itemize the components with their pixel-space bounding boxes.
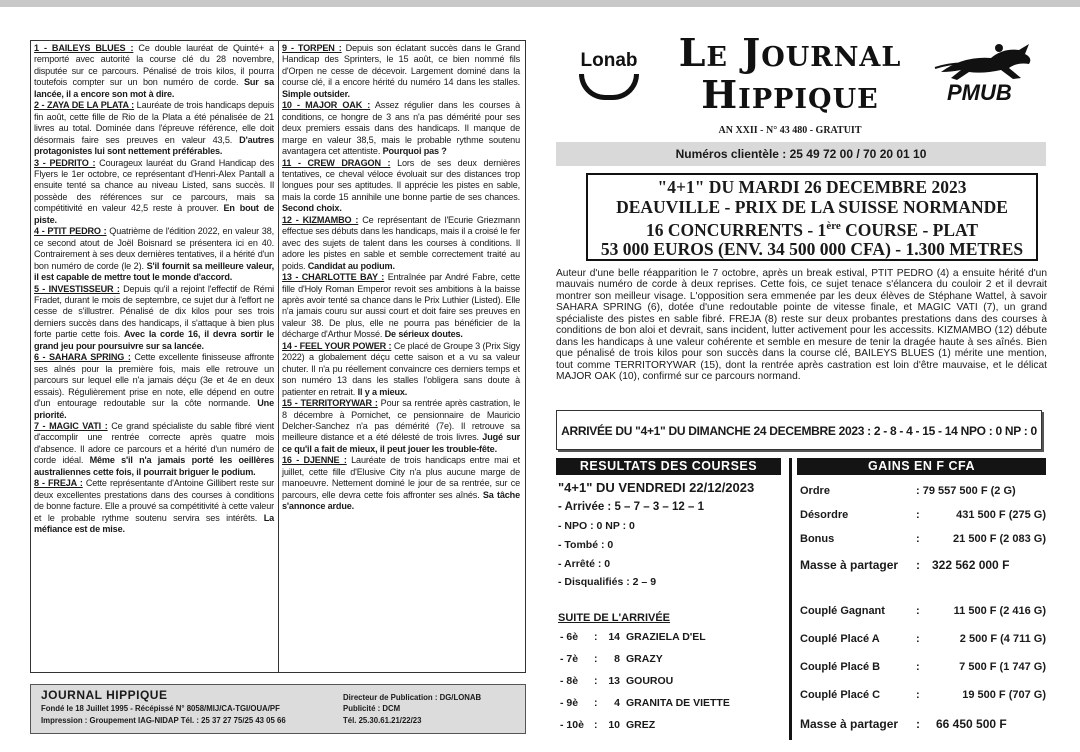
horse-commentary [34,100,274,157]
gain-colon: : [916,509,920,521]
gain-row-couple-place-a [800,633,1046,648]
gains-header: GAINS EN F CFA [797,458,1046,475]
horse-commentary [282,43,520,100]
horse-verdict: D'autres protagonistes lui sont nettement préférables. [34,134,274,157]
horse-comment: Cette excellente finisseuse affronte ses aînés pour la première fois, mais elle retrouve un parcours sur lequel elle n'a jamais déçu (3e et 4e en deux essais). Régulièrement prise en note, elle dépend en outre d'un entourage redoutable sur la côte normande. [34,352,274,409]
gain-value: 7 500 F (1 747 G) [959,661,1046,673]
results-arrival: - Arrivée : 5 – 7 – 3 – 12 – 1 [558,501,704,513]
suite-colon: : [594,675,598,687]
gain-value: 66 450 500 F [936,717,1007,731]
results-tombe: - Tombé : 0 [558,539,614,551]
horse-commentary [34,352,274,421]
horse-comment: Depuis qu'il a rejoint l'effectif de Rémi Fradet, durant le mois de septembre, ce sujet dur à l'effort ne cesse de s'illustrer. Pénalisé de dix kilos pour ses trois derniers succès dans des handicaps, il s'attaque à bien plus forte partie cette fois. [34,283,274,340]
publication-footer [30,684,526,734]
top-grey-bar [0,0,1080,7]
previous-arrival-banner: ARRIVÉE DU "4+1" DU DIMANCHE 24 DECEMBRE 2023 : 2 - 8 - 4 - 15 - 14 NPO : 0 NP : 0 [556,410,1042,450]
horse-number-name: 11 - CREW DRAGON : [282,157,391,168]
horse-verdict: Sur sa lancée, il a encore son mot à dire. [34,77,274,99]
suite-number: 8 [614,653,620,665]
gain-row-ordre [800,485,1046,500]
horse-verdict: Même s'il n'a jamais porté les oeillères australiennes cette fois, il pourrait briguer le podium. [34,455,275,477]
horse-number-name: 13 - CHARLOTTE BAY : [282,272,385,283]
horse-verdict: Pourquoi pas ? [382,146,447,157]
pmub-logo-text: PMUB [947,80,1012,105]
suite-place: - 7è [560,653,579,665]
pmub-logo [933,42,1043,112]
horse-comment: Lauréate de trois handicaps depuis fin août, cette fille de Rio de la Plata a été pénalisée de 21 livres au total. Dominée dans l'épreuve référence, elle doit désormais faire ses preuves en valeur 43,5. [34,100,274,145]
race-details-a: 16 CONCURRENTS - 1 [645,219,827,240]
gain-label: Masse à partager [800,558,899,572]
results-gains-divider [789,458,792,740]
gain-row-bonus [800,533,1046,548]
horse-verdict: Simple outsider. [282,88,350,99]
suite-place: - 6è [560,631,579,643]
horse-verdict: Avec la corde 16, il devra sortir le grand jeu pour poursuivre sur sa lancée. [34,329,274,351]
gain-value: 322 562 000 F [932,558,1010,572]
results-header: RESULTATS DES COURSES [556,458,781,475]
gain-colon: : [916,689,920,701]
horse-number-name: 5 - INVESTISSEUR : [34,283,120,294]
suite-colon: : [594,697,598,709]
results-arrete: - Arrêté : 0 [558,558,611,570]
horse-comment: Cette représentante d'Antoine Gillibert reste sur deux excellentes prestations dans des courses à conditions de bonne facture. Elle a prouvé sa compétitivité à cette valeur et le probable rythme soutenu servira ses intérêts. [34,478,274,523]
suite-place: - 9è [560,697,579,709]
footer-founded: Fondé le 18 Juillet 1995 - Récépissé N° 8058/MIJ/CA-TGI/OUA/PF [41,704,280,713]
suite-horse-name: GRAZIELA D'EL [626,631,706,643]
gain-label: Couplé Placé A [800,633,880,645]
horse-number-name: 6 - SAHARA SPRING : [34,352,131,363]
gain-label: Désordre [800,509,849,521]
horse-verdict: La méfiance est de mise. [34,512,274,535]
lonab-logo-arc [579,74,639,100]
suite-number: 14 [608,631,620,643]
horse-commentary [34,226,274,283]
gain-label: Couplé Placé C [800,689,881,701]
suite-horse-name: GOUROU [626,675,674,687]
horse-comment: Entraînée par André Fabre, cette fille d'Holy Roman Emperor revoit ses ambitions à la baisse après avoir tenté sa chance dans le Prix Luthier (Listed). Elle n'a jamais couru sur aussi court et doit faire ses preuves en valeur 38. De plus, elle ne pourra pas bénéficier de la décharge d'Arthur Mossé. [282,272,520,340]
footer-advertising: Publicité : DCM [343,704,401,713]
suite-number: 13 [608,675,620,687]
footer-director: Directeur de Publication : DG/LONAB [343,693,482,702]
horse-number-name: 15 - TERRITORYWAR : [282,398,378,409]
suite-number: 4 [614,697,620,709]
horse-number-name: 12 - KIZMAMBO : [282,214,359,225]
gain-value: 19 500 F (707 G) [962,689,1046,701]
race-date: "4+1" DU MARDI 26 DECEMBRE 2023 [657,177,967,197]
gain-value: 21 500 F (2 083 G) [953,533,1046,545]
horse-number-name: 3 - PEDRITO : [34,157,96,168]
horse-number-name: 8 - FREJA : [34,478,83,489]
horse-verdict: Jugé sur ce qu'il a fait de mieux, il peut jouer les trouble-fête. [282,432,521,454]
commentary-column-2 [282,43,520,513]
horse-verdict: S'il fournit sa meilleure valeur, il est capable de mettre tout le monde d'accord. [34,260,274,283]
gain-colon: : [916,661,920,673]
horse-verdict: De sérieux doutes. [384,329,463,340]
results-npo: - NPO : 0 NP : 0 [558,520,635,532]
gain-value: 431 500 F (275 G) [956,509,1046,521]
lonab-logo-text: Lonab [580,50,638,71]
horse-comment: Ce placé de Groupe 3 (Prix Sigy 2022) a globalement déçu cette saison et a vu sa valeur chuter. Il n'a pu réellement convaincre ces derniers temps et son numéro 13 dans les stalles l'obligera sans doute à patienter en retrait. [282,340,520,397]
gain-label: Couplé Placé B [800,661,881,673]
race-header-box [586,173,1038,261]
gain-label: Masse à partager [800,717,899,731]
horse-number-name: 4 - PTIT PEDRO : [34,226,107,237]
horse-comment: Ce représentant de l'Ecurie Griezmann effectue ses débuts dans les handicaps, mais il a croisé le fer avec des sujets de talent dans les courses à conditions. Il adore les pistes en sable et semble correctement traité au poids. [282,214,520,271]
horse-comment: Lauréate de trois handicaps entre mai et juillet, cette fille d'Elusive City n'a plus aucune marge de manoeuvre. Nettement dominé le jour de sa rentrée, sur ce parcours, elle devra cette fois affronter ses aînés. [282,455,520,500]
horse-number-name: 1 - BAILEYS BLUES : [34,43,134,53]
issue-number: AN XXII - N° 43 480 - GRATUIT [718,125,862,136]
horse-number-name: 10 - MAJOR OAK : [282,100,371,111]
horse-comment: Assez régulier dans les courses à conditions, ce hongre de 3 ans n'a pas démérité pour ses deux premiers essais dans des handicaps. Il manque de marge en valeur 38,5, mais le probable rythme soutenu avantagera cet attentiste. [282,100,520,157]
gain-row-couple-gagnant [800,605,1046,620]
gain-colon: : [916,633,920,645]
horse-commentary [34,421,274,478]
suite-colon: : [594,719,598,731]
results-race-title: "4+1" DU VENDREDI 22/12/2023 [558,480,755,495]
horse-commentary-box [30,40,526,673]
horse-commentary [34,284,274,353]
horse-number-name: 16 - DJENNE : [282,455,347,466]
horse-number-name: 2 - ZAYA DE LA PLATA : [34,100,135,111]
footer-printing: Impression : Groupement IAG-NIDAP Tél. : 25 37 27 75/25 43 05 66 [41,716,286,725]
horse-verdict: Sa tâche s'annonce ardue. [282,489,520,512]
horse-number-name: 7 - MAGIC VATI : [34,420,108,431]
suite-horse-name: GRANITA DE VIETTE [626,697,730,709]
horse-commentary [282,398,520,455]
race-venue: DEAUVILLE - PRIX DE LA SUISSE NORMANDE [616,196,1008,217]
footer-phone: Tél. 25.30.61.21/22/23 [343,716,422,725]
results-disqualified: - Disqualifiés : 2 – 9 [558,576,657,588]
horse-verdict: Candidat au podium. [307,260,395,271]
suite-colon: : [594,631,598,643]
journal-title-line-2: Hippique [701,72,879,117]
journal-title [650,32,930,116]
horse-commentary [34,158,274,227]
suite-horse-name: GREZ [626,719,656,731]
suite-place: - 8è [560,675,579,687]
gain-value: 11 500 F (2 416 G) [953,605,1046,617]
horse-comment: Ce double lauréat de Quinté+ a remporté avec autorité la course clé du 28 novembre, disputée sur ce parcours. Pénalisé de trois kilos, il pourra toutefois compter sur un bon numéro de corde. [34,43,274,88]
gain-value: 2 500 F (4 711 G) [959,633,1046,645]
gain-row-desordre [800,509,1046,524]
gain-row-couple-place-b [800,661,1046,676]
race-details [588,217,1036,240]
customer-phone-banner: Numéros clientèle : 25 49 72 00 / 70 20 01 10 [556,142,1046,166]
gain-label: Ordre [800,485,830,497]
jockey-horse-icon [933,42,1043,82]
column-divider [278,41,279,672]
commentary-column-1 [34,43,274,535]
horse-verdict: En bout de piste. [34,203,274,225]
suite-arrivee-title: SUITE DE L'ARRIVÉE [558,612,671,624]
horse-comment: Pour sa rentrée après castration, le 8 décembre à Pornichet, ce pensionnaire de Mauricio Delcher-Sanchez n'a pas démérité (7e). Il retrouve sa meilleure distance et a été délesté de trois livres. [282,398,520,443]
race-summary-text: Auteur d'une belle réapparition le 7 octobre, après un break estival, PTIT PEDRO (4) a ensuite hérité d'un mauvais numéro de corde à deux reprises. Cette fois, ce sujet tenace s'élancera du couloir 2 et il devrait montrer son meilleur visage. L'opposition sera emmenée par les deux élèves de Stéphane Wattel, à savoir SAHARA SPRING (6), dotée d'une redoutable pointe de vitesse finale, et MAGIC VATI (7), un grand spécialiste des pistes en sable fibré. FREJA (8) reste sur deux probantes prestations dans des courses à conditions de bon aloi et devrait, sans incident, lutter activement pour les accessits. KIZMAMBO (12) débute dans les handicaps à une valeur cohérente et semble en mesure de tenir la dragée haute à ses aînés. Bien que pénalisé de trois kilos pour son succès dans la course clé, BAILEYS BLUES (1) mérite une mention, tout comme TERRITORYWAR (15), dont la rentrée après castration est loin d'être mauvaise, et le délicat MAJOR OAK (10), confirmé sur ce parcours normand. [556,268,1047,383]
gain-label: Bonus [800,533,835,545]
race-details-b: COURSE - PLAT [840,219,979,240]
gain-colon: : [916,533,920,545]
lonab-logo [573,42,645,104]
horse-commentary [282,455,520,512]
horse-comment: Courageux lauréat du Grand Handicap des Flyers le 1er octobre, ce représentant d'Henri-Alex Pantall a ensuite tenté sa chance au niveau Listed, sans succès. Il possède des références sur ce parcours, mais sa compétitivité en valeur 42,5 reste à prouver. [34,157,274,214]
gain-label: Couplé Gagnant [800,605,885,617]
horse-comment: Depuis son éclatant succès dans le Grand Handicap des Sprinters, le 15 août, ce bien nommé fils d'Orpen ne cesse de décevoir. Largement dominé dans la course clé, il a encore hérité du numéro 14 dans les stalles. [282,43,521,88]
horse-commentary [282,341,520,398]
horse-comment: Lors de ses deux dernières tentatives, ce cheval véloce évoluait sur des distances trop longues pour ses aptitudes. Il apprécie les pistes en sable, mais la corde 15 annihile une bonne partie de ses chances. [282,157,521,202]
gain-colon: : [916,717,920,731]
journal-title-line-1: Le Journal [678,30,902,75]
footer-title: JOURNAL HIPPIQUE [41,688,168,702]
horse-commentary [282,215,520,272]
gain-colon: : [916,558,920,572]
race-details-sup: ère [826,220,841,232]
suite-horse-name: GRAZY [626,653,663,665]
horse-commentary [282,158,520,215]
horse-verdict: Une priorité. [34,398,274,420]
race-prize: 53 000 EUROS (ENV. 34 500 000 CFA) - 1.300 METRES [600,239,1024,260]
horse-commentary [282,272,520,341]
suite-place: - 10è [560,719,584,731]
gain-value-full: : 79 557 500 F (2 G) [916,485,1016,497]
horse-verdict: Il y a mieux. [357,386,408,397]
gain-row-masse-1 [800,558,1046,573]
horse-comment: Quatrième de l'édition 2022, en valeur 38, ce second atout de Joël Boisnard se présentera ici en 40. Contrairement à ses deux dernières tentatives, il a hérité d'un bon numéro de corde (le 2). [34,226,274,271]
gain-row-masse-2 [800,717,1046,732]
horse-number-name: 9 - TORPEN : [282,43,342,53]
horse-number-name: 14 - FEEL YOUR POWER : [282,340,392,351]
suite-colon: : [594,653,598,665]
horse-commentary [282,100,520,157]
horse-commentary [34,478,274,535]
gain-row-couple-place-c [800,689,1046,704]
horse-verdict: Second choix. [282,203,342,214]
gain-colon: : [916,605,920,617]
horse-comment: Ce grand spécialiste du sable fibré vient d'accomplir une rentrée correcte après quatre mois d'absence. Il adore ce parcours et a hérité d'un numéro de corde idéal. [34,420,274,466]
horse-commentary [34,43,274,100]
suite-number: 10 [608,719,620,731]
